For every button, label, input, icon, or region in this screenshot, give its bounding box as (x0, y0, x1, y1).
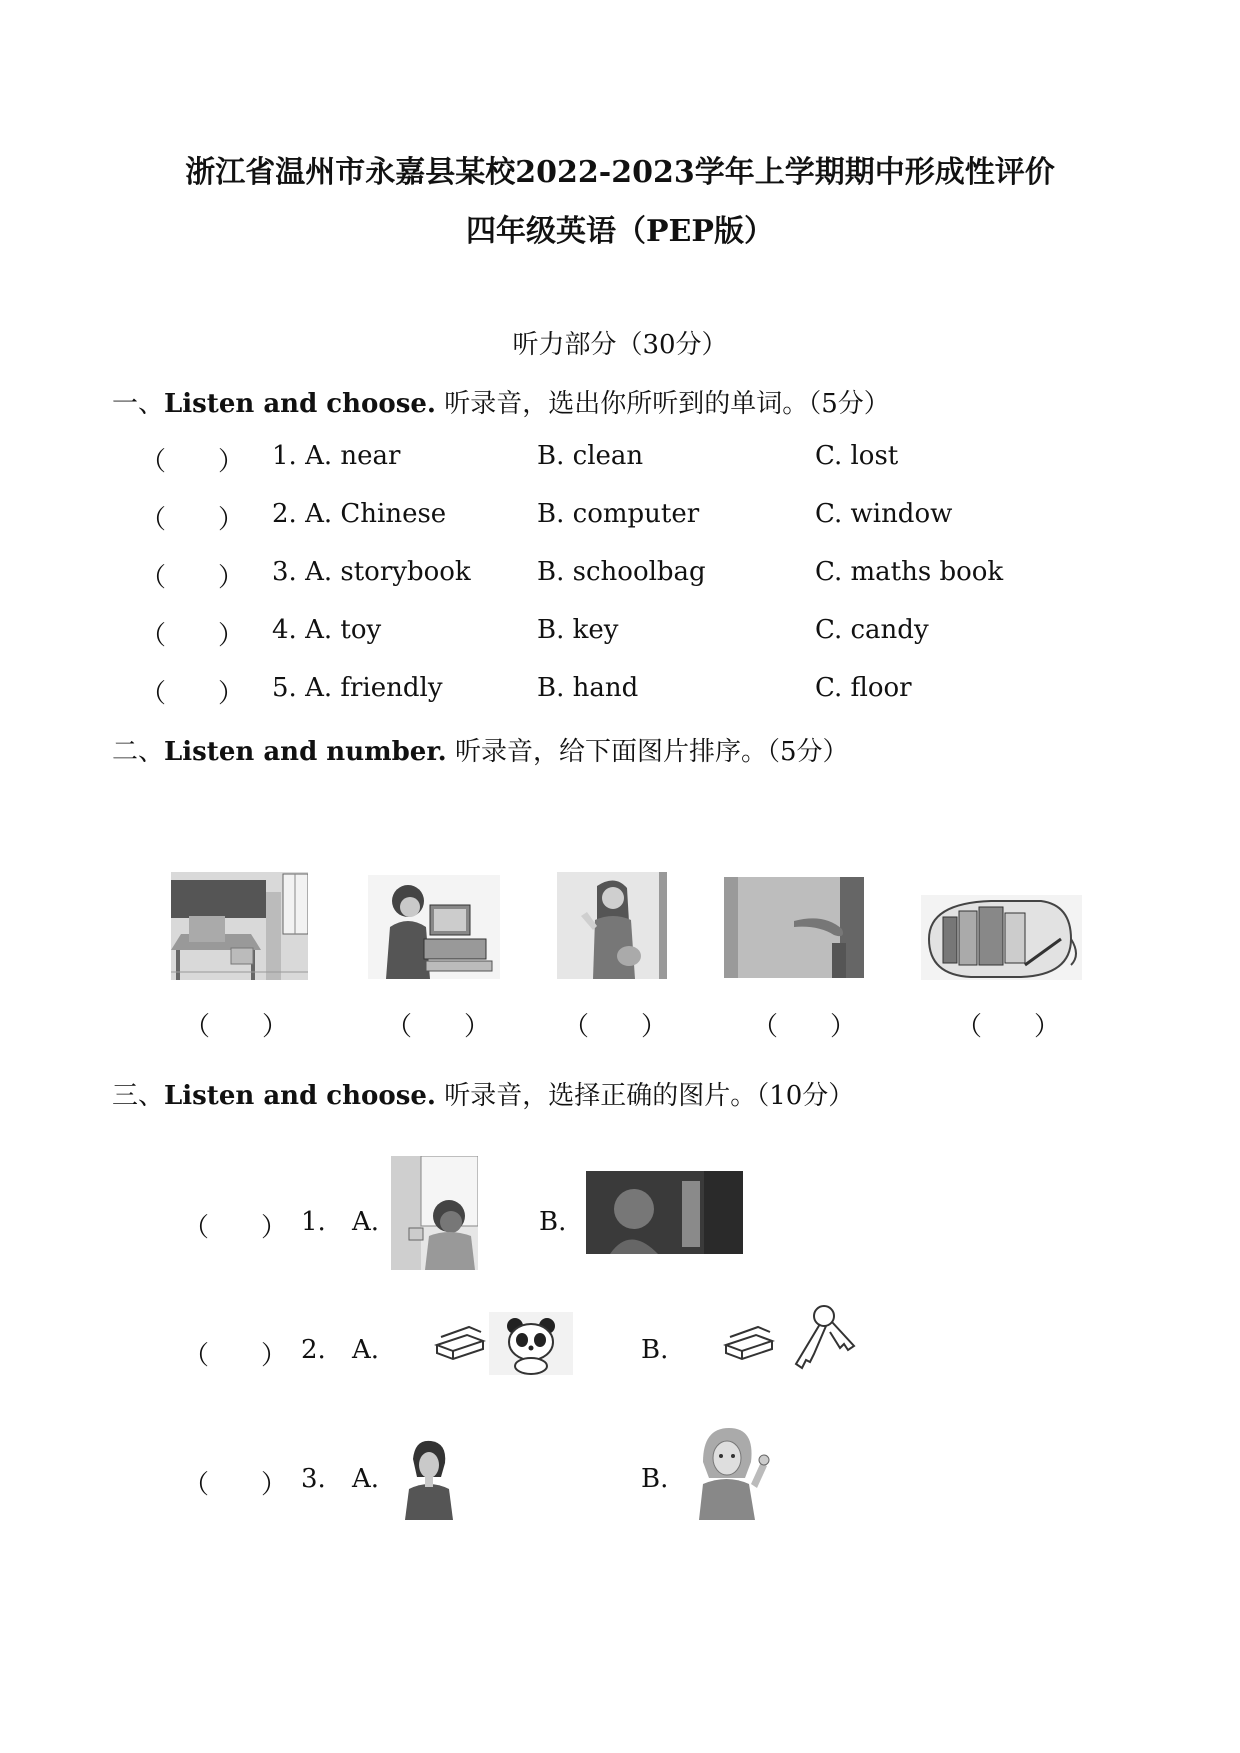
option-b: B. (641, 1464, 669, 1494)
option-a: 5. A. friendly (272, 673, 443, 703)
section1-label: 一、 (112, 389, 165, 419)
option-c: C. candy (815, 615, 929, 645)
dark-girl-picture[interactable] (586, 1171, 743, 1254)
option-a: 1. A. near (272, 441, 401, 471)
answer-blank[interactable]: （ ） (752, 1012, 857, 1042)
option-b: B. (539, 1207, 567, 1237)
question-number: 1. (301, 1207, 326, 1237)
answer-blank[interactable]: （ ） (140, 621, 245, 651)
page-title: 浙江省温州市永嘉县某校2022-2023学年上学期期中形成性评价 (185, 155, 1055, 190)
answer-blank[interactable]: （ ） (183, 1341, 288, 1371)
books-icon[interactable] (433, 1323, 487, 1365)
answer-blank[interactable]: （ ） (563, 1012, 668, 1042)
woman-picture (557, 872, 667, 979)
option-b: B. schoolbag (537, 557, 706, 587)
boy-window-picture[interactable] (391, 1156, 478, 1270)
computer-girl-picture (368, 875, 500, 979)
books-icon[interactable] (722, 1323, 776, 1365)
option-a: A. (352, 1335, 380, 1365)
option-b: B. key (537, 615, 619, 645)
answer-blank[interactable]: （ ） (140, 505, 245, 535)
answer-blank[interactable]: （ ） (140, 447, 245, 477)
schoolbag-picture (921, 895, 1082, 980)
option-b: B. hand (537, 673, 639, 703)
section3-heading (112, 1075, 854, 1112)
question-number: 2. (301, 1335, 326, 1365)
option-b: B. (641, 1335, 669, 1365)
classroom-picture (171, 872, 308, 980)
section1-title-en: Listen and choose. (164, 389, 436, 419)
option-a: 3. A. storybook (272, 557, 471, 587)
page-subtitle: 四年级英语（PEP版） (466, 214, 774, 249)
section3-title-zh: 听录音，选择正确的图片。（10分） (435, 1081, 855, 1111)
option-a: A. (352, 1464, 380, 1494)
answer-blank[interactable]: （ ） (956, 1012, 1061, 1042)
section3-title-en: Listen and choose. (164, 1081, 436, 1111)
section2-heading (112, 731, 849, 768)
section2-title-zh: 听录音，给下面图片排序。（5分） (446, 737, 849, 767)
option-c: C. floor (815, 673, 912, 703)
option-b: B. clean (537, 441, 644, 471)
answer-blank[interactable]: （ ） (386, 1012, 491, 1042)
option-a: 4. A. toy (272, 615, 382, 645)
section1-title-zh: 听录音，选出你所听到的单词。（5分） (435, 389, 890, 419)
section2-title-en: Listen and number. (164, 737, 447, 767)
option-c: C. maths book (815, 557, 1004, 587)
section1-heading (112, 383, 890, 420)
section2-label: 二、 (112, 737, 165, 767)
section3-label: 三、 (112, 1081, 165, 1111)
door-picture (724, 877, 864, 978)
answer-blank[interactable]: （ ） (140, 679, 245, 709)
girl-picture[interactable] (685, 1422, 771, 1520)
answer-blank[interactable]: （ ） (183, 1213, 288, 1243)
answer-blank[interactable]: （ ） (183, 1470, 288, 1500)
answer-blank[interactable]: （ ） (184, 1012, 289, 1042)
option-c: C. lost (815, 441, 899, 471)
key-icon[interactable] (790, 1302, 858, 1373)
listening-heading: 听力部分（30分） (512, 330, 728, 360)
panda-icon[interactable] (489, 1312, 573, 1375)
option-b: B. computer (537, 499, 700, 529)
option-a: A. (352, 1207, 380, 1237)
question-number: 3. (301, 1464, 326, 1494)
boy-picture[interactable] (401, 1437, 457, 1520)
option-a: 2. A. Chinese (272, 499, 447, 529)
option-c: C. window (815, 499, 953, 529)
answer-blank[interactable]: （ ） (140, 563, 245, 593)
